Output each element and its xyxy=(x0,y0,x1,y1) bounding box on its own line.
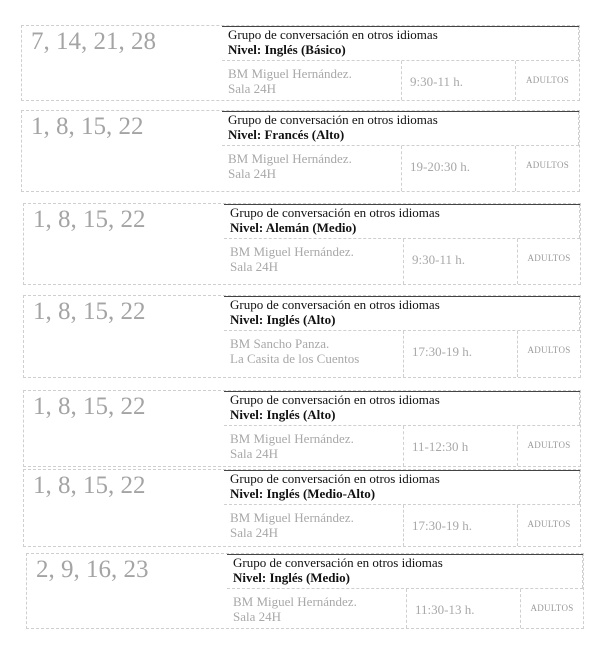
event-audience: ADULTOS xyxy=(527,345,571,355)
event-info xyxy=(224,204,580,284)
event-info xyxy=(222,26,579,100)
event-title-block xyxy=(222,112,579,145)
event-title-block xyxy=(224,297,580,330)
event-place-room: Sala 24H xyxy=(230,259,279,274)
event-row xyxy=(23,469,581,547)
event-place-room: Sala 24H xyxy=(230,446,279,461)
event-title: Grupo de conversación en otros idiomas xyxy=(228,112,438,127)
event-audience: ADULTOS xyxy=(527,519,571,529)
event-level: Nivel: Inglés (Medio) xyxy=(233,570,350,585)
event-row xyxy=(23,390,581,467)
event-level: Nivel: Inglés (Alto) xyxy=(230,407,336,422)
event-time: 17:30-19 h. xyxy=(404,331,518,377)
event-place-name: BM Miguel Hernández. xyxy=(230,244,354,259)
event-time: 19-20:30 h. xyxy=(402,146,516,191)
event-level: Nivel: Inglés (Medio-Alto) xyxy=(230,486,376,501)
event-detail xyxy=(222,145,579,191)
event-dates: 1, 8, 15, 22 xyxy=(31,113,144,140)
event-title-block xyxy=(222,27,579,60)
event-time: 11-12:30 h xyxy=(404,426,518,466)
event-title-block xyxy=(224,471,580,504)
event-place xyxy=(224,505,404,546)
event-title-block xyxy=(227,555,583,588)
event-row xyxy=(23,203,581,285)
event-audience: ADULTOS xyxy=(525,75,570,85)
event-row xyxy=(21,25,580,101)
event-info xyxy=(224,470,580,546)
event-time: 11:30-13 h. xyxy=(407,589,521,628)
event-place xyxy=(227,589,407,628)
event-title-block xyxy=(224,392,580,425)
event-info xyxy=(222,111,579,191)
event-place-room: Sala 24H xyxy=(228,81,277,96)
event-time: 9:30-11 h. xyxy=(402,61,516,100)
event-detail xyxy=(224,238,580,284)
event-place-name: BM Miguel Hernández. xyxy=(228,151,352,166)
event-time: 9:30-11 h. xyxy=(404,239,518,284)
event-place xyxy=(222,146,402,191)
event-info xyxy=(224,296,580,377)
event-info xyxy=(224,391,580,466)
event-dates: 1, 8, 15, 22 xyxy=(33,206,146,233)
event-audience: ADULTOS xyxy=(530,603,574,613)
event-row xyxy=(26,553,584,629)
event-audience: ADULTOS xyxy=(525,160,570,170)
event-place-name: BM Miguel Hernández. xyxy=(228,66,352,81)
event-level: Nivel: Alemán (Medio) xyxy=(230,220,357,235)
event-place-name: BM Miguel Hernández. xyxy=(230,510,354,525)
event-dates: 1, 8, 15, 22 xyxy=(33,472,146,499)
event-place-room: La Casita de los Cuentos xyxy=(230,351,360,366)
event-place xyxy=(224,426,404,466)
event-place-name: BM Sancho Panza. xyxy=(230,336,330,351)
event-title: Grupo de conversación en otros idiomas xyxy=(230,205,440,220)
event-place xyxy=(222,61,402,100)
event-place xyxy=(224,239,404,284)
event-audience: ADULTOS xyxy=(527,440,571,450)
event-title: Grupo de conversación en otros idiomas xyxy=(228,27,438,42)
event-dates: 2, 9, 16, 23 xyxy=(36,556,149,583)
event-title: Grupo de conversación en otros idiomas xyxy=(230,297,440,312)
event-audience: ADULTOS xyxy=(527,253,571,263)
event-time: 17:30-19 h. xyxy=(404,505,518,546)
event-place-name: BM Miguel Hernández. xyxy=(233,594,357,609)
event-detail xyxy=(222,60,579,100)
event-place-name: BM Miguel Hernández. xyxy=(230,431,354,446)
event-place-room: Sala 24H xyxy=(233,609,282,624)
event-row xyxy=(21,110,580,192)
event-place xyxy=(224,331,404,377)
event-detail xyxy=(224,504,580,546)
event-level: Nivel: Inglés (Alto) xyxy=(230,312,336,327)
event-detail xyxy=(224,330,580,377)
event-detail xyxy=(227,588,583,628)
event-place-room: Sala 24H xyxy=(228,166,277,181)
event-row xyxy=(23,295,581,378)
event-info xyxy=(227,554,583,628)
event-title: Grupo de conversación en otros idiomas xyxy=(233,555,443,570)
event-dates: 1, 8, 15, 22 xyxy=(33,393,146,420)
event-dates: 7, 14, 21, 28 xyxy=(31,28,156,55)
event-place-room: Sala 24H xyxy=(230,525,279,540)
event-title-block xyxy=(224,205,580,238)
event-detail xyxy=(224,425,580,466)
event-level: Nivel: Inglés (Básico) xyxy=(228,42,346,57)
event-title: Grupo de conversación en otros idiomas xyxy=(230,471,440,486)
event-dates: 1, 8, 15, 22 xyxy=(33,298,146,325)
event-level: Nivel: Francés (Alto) xyxy=(228,127,345,142)
event-title: Grupo de conversación en otros idiomas xyxy=(230,392,440,407)
